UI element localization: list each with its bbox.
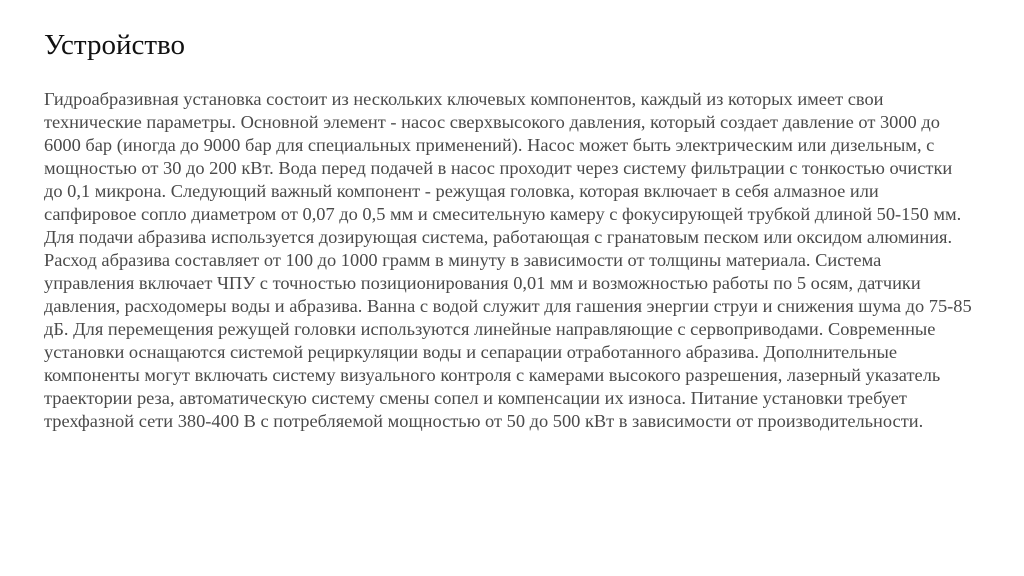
slide-title: Устройство [44, 29, 186, 61]
slide-body-text: Гидроабразивная установка состоит из нескольких ключевых компонентов, каждый из которых имеет свои технические параметры. Основной элемент - насос сверхвысокого давления, который создает давление от 3000 до 6000 бар (иногда до 9000 бар для специальных применений). Насос может быть электрическим или дизельным, с мощностью от 30 до 200 кВт. Вода перед подачей в насос проходит через систему фильтрации с тонкостью очистки до 0,1 микрона. Следующий важный компонент - режущая головка, которая включает в себя алмазное или сапфировое сопло диаметром от 0,07 до 0,5 мм и смесительную камеру с фокусирующей трубкой длиной 50-150 мм. Для подачи абразива используется дозирующая система, работающая с гранатовым песком или оксидом алюминия. Расход абразива составляет от 100 до 1000 грамм в минуту в зависимости от толщины материала. Система управления включает ЧПУ с точностью позиционирования 0,01 мм и возможностью работы по 5 осям, датчики давления, расходомеры воды и абразива. Ванна с водой служит для гашения энергии струи и снижения шума до 75-85 дБ. Для перемещения режущей головки используются линейные направляющие с сервоприводами. Современные установки оснащаются системой рециркуляции воды и сепарации отработанного абразива. Дополнительные компоненты могут включать систему визуального контроля с камерами высокого разрешения, лазерный указатель траектории реза, автоматическую систему смены сопел и компенсации их износа. Питание установки требует трехфазной сети 380-400 В с потребляемой мощностью от 50 до 500 кВт в зависимости от производительности. [44, 89, 972, 431]
